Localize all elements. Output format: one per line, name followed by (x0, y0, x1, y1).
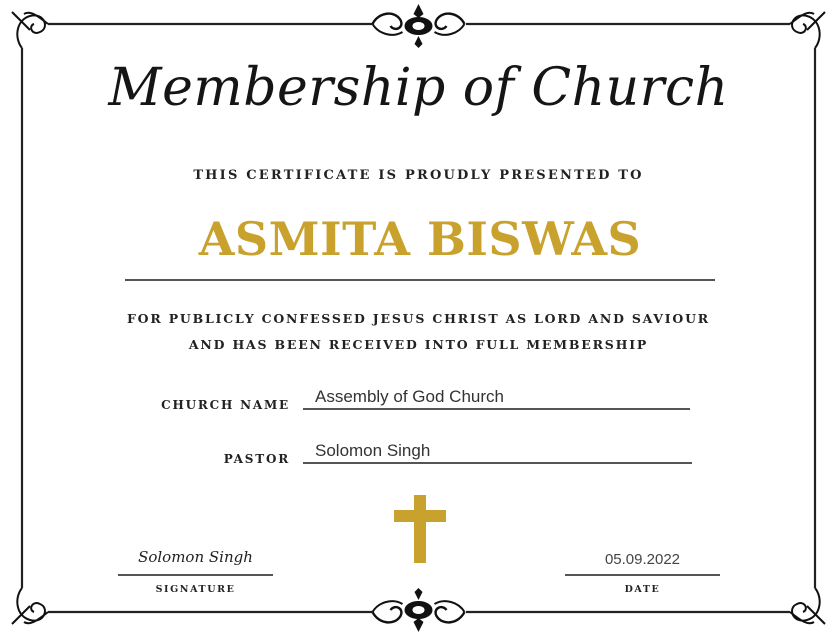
reason-line-1: FOR PUBLICLY CONFESSED JESUS CHRIST AS LORD AND SAVIOUR (127, 311, 710, 326)
church-name-label: CHURCH NAME (161, 398, 290, 412)
date-value: 05.09.2022 (604, 551, 681, 568)
date-label: DATE (624, 584, 661, 595)
pastor-label: PASTOR (223, 452, 290, 466)
recipient-name: ASMITA BISWAS (198, 212, 642, 266)
signature-label: SIGNATURE (155, 584, 236, 595)
signature-line (118, 574, 273, 576)
certificate-title: Membership of Church (108, 58, 729, 118)
cross-icon (394, 495, 446, 563)
flourish-ornament-icon (373, 588, 465, 632)
pastor-underline (303, 462, 692, 464)
presented-to-text: THIS CERTIFICATE IS PROUDLY PRESENTED TO (193, 168, 644, 183)
recipient-underline (125, 279, 715, 281)
pastor-value: Solomon Singh (315, 441, 431, 460)
church-name-value: Assembly of God Church (315, 387, 504, 406)
date-line (565, 574, 720, 576)
reason-line-2: AND HAS BEEN RECEIVED INTO FULL MEMBERSHIP (188, 337, 649, 352)
signature-script: Solomon Singh (138, 548, 253, 566)
flourish-ornament-icon (373, 4, 465, 48)
church-name-underline (303, 408, 690, 410)
